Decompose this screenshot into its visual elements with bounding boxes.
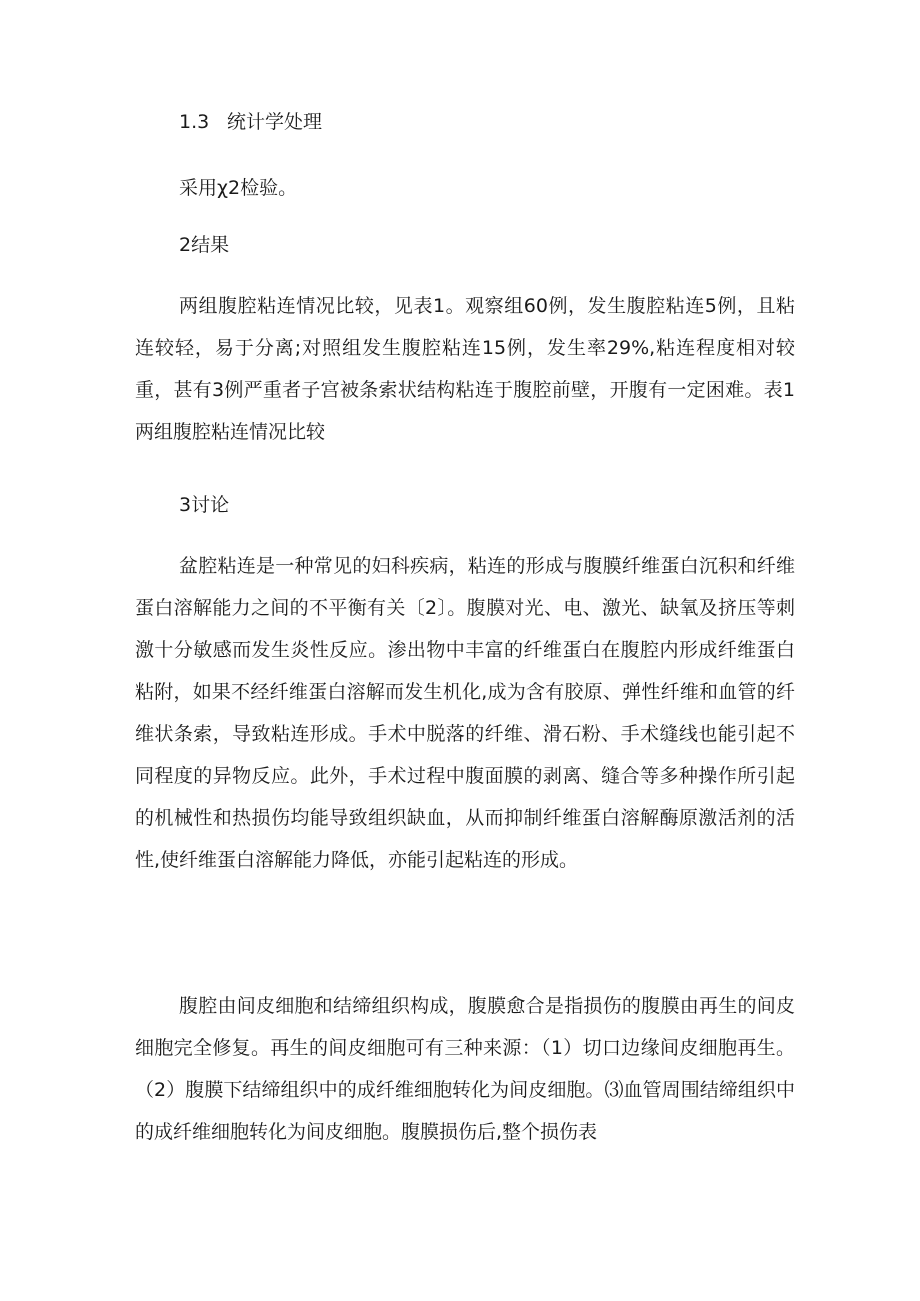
- section-heading-1-3: [179, 110, 322, 134]
- section-title: 统计学处理: [227, 111, 323, 133]
- section-heading-discussion: 3讨论: [179, 494, 230, 516]
- results-paragraph: 两组腹腔粘连情况比较，见表1。观察组60例，发生腹腔粘连5例，且粘连较轻，易于分离;对照组发生腹腔粘连15例，发生率29%,粘连程度相对较重，甚有3例严重者子宫被条索状结构粘连于腹腔前壁，开腹有一定困难。表1两组腹腔粘连情况比较: [135, 295, 795, 443]
- section-heading-results: 2结果: [179, 234, 230, 256]
- discussion-paragraph-1: 盆腔粘连是一种常见的妇科疾病，粘连的形成与腹膜纤维蛋白沉积和纤维蛋白溶解能力之间的不平衡有关〔2〕。腹膜对光、电、激光、缺氧及挤压等刺激十分敏感而发生炎性反应。渗出物中丰富的纤维蛋白在腹腔内形成纤维蛋白粘附，如果不经纤维蛋白溶解而发生机化,成为含有胶原、弹性纤维和血管的纤维状条索，导致粘连形成。手术中脱落的纤维、滑石粉、手术缝线也能引起不同程度的异物反应。此外，手术过程中腹面膜的剥离、缝合等多种操作所引起的机械性和热损伤均能导致组织缺血，从而抑制纤维蛋白溶解酶原激活剂的活性,使纤维蛋白溶解能力降低，亦能引起粘连的形成。: [135, 555, 795, 871]
- method-text: 采用χ2检验。: [179, 177, 298, 199]
- discussion-paragraph-2: 腹腔由间皮细胞和结缔组织构成，腹膜愈合是指损伤的腹膜由再生的间皮细胞完全修复。再生的间皮细胞可有三种来源：（1）切口边缘间皮细胞再生。（2）腹膜下结缔组织中的成纤维细胞转化为间皮细胞。⑶血管周围结缔组织中的成纤维细胞转化为间皮细胞。腹膜损伤后,整个损伤表: [135, 995, 795, 1143]
- section-number: 1.3: [179, 111, 210, 133]
